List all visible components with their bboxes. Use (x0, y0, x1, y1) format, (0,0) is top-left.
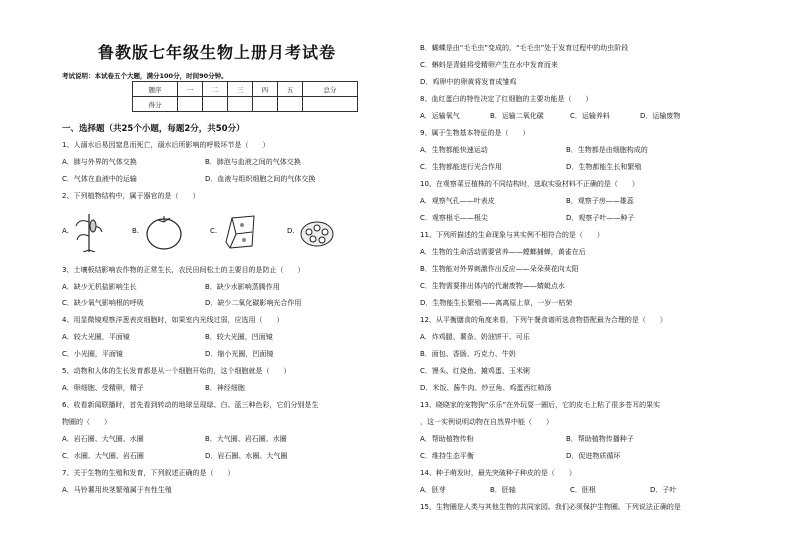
cell-tissue-icon (299, 212, 335, 252)
score-cell[interactable] (178, 97, 203, 112)
image-label-d: D. (287, 227, 295, 235)
score-header-cell: 四 (253, 82, 278, 97)
option-d: D．运输废物 (640, 112, 681, 120)
option-d: D．缩小光圈，凹面镜 (205, 350, 274, 358)
option-c: C．运输养料 (570, 112, 610, 120)
option-b: B．神经细胞 (205, 384, 245, 392)
option-c: C．水圈、大气圈、岩石圈 (62, 452, 144, 460)
score-header-cell: 题序 (133, 82, 178, 97)
tomato-icon (144, 212, 184, 252)
option-d: D．米饭、酱牛肉、炒豆角、鸡蛋西红柿汤 (420, 384, 552, 392)
option-b: B．生物都是由细胞构成的 (566, 146, 648, 154)
option-a: A．运输氧气 (420, 112, 460, 120)
page-title: 鲁教版七年级生物上册月考试卷 (97, 43, 336, 62)
question-line: 7、关于生物的生殖和发育，下列叙述正确的是（ ） (62, 469, 235, 477)
plant-structure-images (62, 212, 382, 252)
option-c: C．观察根毛——根尖 (420, 214, 488, 222)
option-d: D．血液与组织细胞之间的气体交换 (205, 175, 316, 183)
image-label-c: C. (210, 227, 218, 235)
option-a: A．较大光圈，平面镜 (62, 333, 130, 341)
score-header-cell: 五 (278, 82, 303, 97)
question-line: 2、下列植物结构中，属于器官的是（ ） (62, 192, 200, 200)
option-b: B．大气圈、岩石圈、水圈 (205, 435, 287, 443)
option-c: C．缺少氧气影响根的呼吸 (62, 299, 144, 307)
question-line: 13、晓晓家的宠物狗“乐乐”在外玩耍一圈后，它的皮毛上粘了很多苍耳的果实 (420, 401, 661, 409)
option-c: C．维持生态平衡 (420, 452, 474, 460)
option-b: B．面包、香肠、巧克力、牛奶 (420, 350, 516, 358)
question-line: 8、血红蛋白的特性决定了红细胞的主要功能是（ ） (420, 95, 593, 103)
option-a: A．胚芽 (420, 486, 446, 494)
question-line-cont: 物圈的（ ） (62, 418, 111, 426)
option-c: C．生物都能进行光合作用 (420, 163, 502, 171)
option-c: C．小光圈，平面镜 (62, 350, 123, 358)
option-a: A．马铃薯用块茎繁殖属于有性生殖 (62, 486, 172, 494)
score-table-header-row (133, 82, 358, 97)
option-a: A．炸鸡腿、薯条、奶油饼干、可乐 (420, 333, 530, 341)
option-b: B．肺泡与血液之间的气体交换 (205, 158, 301, 166)
score-cell[interactable] (228, 97, 253, 112)
option-b: B．帮助植物传播种子 (566, 435, 634, 443)
question-line: 4、用显微镜观察洋葱表皮细胞时，如果室内光线过弱，应选用（ ） (62, 316, 284, 324)
option-d: D．生物能生长繁殖——离离原上草，一岁一枯荣 (420, 299, 573, 307)
section-heading: 一、选择题（共25个小题，每题2分，共50分） (62, 124, 245, 134)
score-header-cell: 总分 (303, 82, 358, 97)
question-line: 15、生物圈是人类与其他生物的共同家园。我们必须保护生物圈。下列说法正确的是 (420, 503, 681, 511)
option-d: D．岩石圈、水圈、大气圈 (205, 452, 288, 460)
question-line: 9、属于生物基本特征的是（ ） (420, 129, 530, 137)
option-a: A．生物都能快速运动 (420, 146, 488, 154)
score-table (132, 81, 358, 112)
option-d: D．促进物质循环 (566, 452, 621, 460)
option-a: A．观察气孔——叶表皮 (420, 197, 495, 205)
option-c: C．气体在血液中的运输 (62, 175, 137, 183)
score-cell[interactable] (203, 97, 228, 112)
option-c: C．蝌蚪是青蛙将受精卵产生在水中发育而来 (420, 61, 558, 69)
option-d: D．观察子叶——种子 (566, 214, 635, 222)
score-header-cell: 三 (228, 82, 253, 97)
option-d: D．子叶 (650, 486, 677, 494)
corn-plant-icon (74, 212, 104, 252)
option-c: C．胚根 (570, 486, 596, 494)
exam-note: 考试说明：本试卷五个大题，满分100分，时间90分钟。 (62, 72, 228, 80)
option-a: A．卵细胞、受精卵，精子 (62, 384, 144, 392)
leaf-cells-icon (222, 212, 258, 252)
option-c: C．馒头、红烧鱼、摊鸡蛋、玉米粥 (420, 367, 530, 375)
score-cell[interactable] (303, 97, 358, 112)
question-line: 1、人溺水后易因窒息而死亡，溺水后所影响的呼吸环节是（ ） (62, 141, 270, 149)
score-cell[interactable] (253, 97, 278, 112)
image-label-b: B. (132, 227, 140, 235)
option-b: B．蝴蝶是由“毛毛虫”变成的，“毛毛虫”处于发育过程中的幼虫阶段 (420, 44, 629, 52)
score-cell[interactable] (278, 97, 303, 112)
question-line-cont: ，这一实例说明动物在自然界中能（ ） (420, 418, 553, 426)
question-line: 12、从平衡膳食的角度来看，下列午餐食谱所选食物搭配最为合理的是（ ） (420, 316, 667, 324)
option-a: A．帮助植物传粉 (420, 435, 474, 443)
option-b: B．观察子房——雄蕊 (566, 197, 634, 205)
option-a: A．岩石圈、大气圈、水圈 (62, 435, 144, 443)
question-line: 3、土壤板结影响农作物的正常生长，农民田间松土的主要目的是防止（ ） (62, 266, 305, 274)
option-c: C．生物需要排出体内的代谢废物——蜻蜓点水 (420, 282, 565, 290)
option-b: B．较大光圈，凹面镜 (205, 333, 273, 341)
option-b: B．胚轴 (490, 486, 516, 494)
score-row-label: 得分 (133, 97, 178, 112)
option-d: D．缺少二氧化碳影响光合作用 (205, 299, 302, 307)
option-d: D．生物都能生长和繁殖 (566, 163, 642, 171)
question-line: 10、在观察菜豆植株的不同结构时，选取实验材料不正确的是（ ） (420, 180, 639, 188)
score-table-score-row (133, 97, 358, 112)
option-b: B．生物能对外界刺激作出反应——朵朵葵花向太阳 (420, 265, 579, 273)
option-a: A．缺少无机盐影响生长 (62, 283, 137, 291)
option-d: D．鸡卵中的卵黄将发育成雏鸡 (420, 78, 517, 86)
question-line: 5、动物和人体的生长发育都是从一个细胞开始的，这个细胞就是（ ） (62, 367, 291, 375)
option-b: B．运输二氧化碳 (490, 112, 544, 120)
score-header-cell: 二 (203, 82, 228, 97)
image-label-a: A. (62, 227, 69, 235)
question-line: 11、下列所描述的生命现象与其实例不相符合的是（ ） (420, 231, 604, 239)
score-header-cell: 一 (178, 82, 203, 97)
option-a: A．生物的生命活动需要营养——螳螂捕蝉，黄雀在后 (420, 248, 586, 256)
question-line: 6、收看新闻联播时，首先看到转动的地球呈现绿、白、蓝三种色彩，它们分别是生 (62, 401, 319, 409)
option-a: A．肺与外界的气体交换 (62, 158, 137, 166)
option-b: B．缺少水影响蒸腾作用 (205, 283, 280, 291)
question-line: 14、种子萌发时，最先突破种子种皮的是（ ） (420, 469, 576, 477)
